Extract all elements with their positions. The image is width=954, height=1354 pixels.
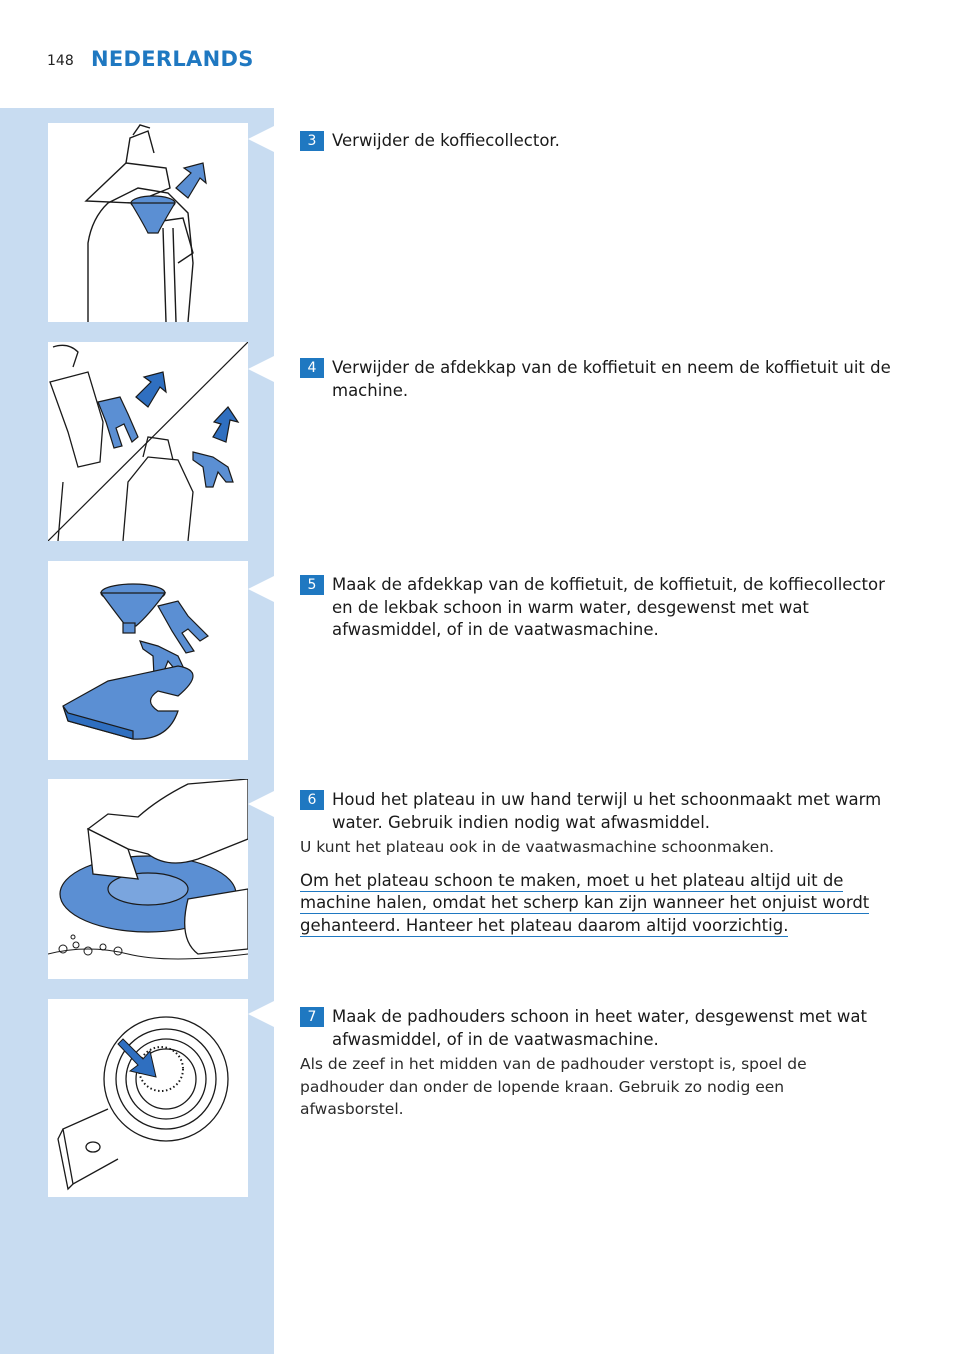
pad-holder-illustration	[48, 999, 248, 1197]
coffee-collector-removal-illustration	[48, 123, 248, 322]
warning-line: machine halen, omdat het scherp kan zijn wanneer het onjuist wordt	[300, 893, 870, 912]
step-number-badge: 3	[300, 131, 324, 151]
figure-pointer	[248, 576, 274, 602]
step-number-badge: 6	[300, 790, 324, 810]
figure-pointer	[248, 1001, 274, 1027]
step-instruction: Verwijder de koffiecollector.	[332, 131, 560, 150]
step-number-badge: 7	[300, 1007, 324, 1027]
parts-overview-illustration	[48, 561, 248, 760]
step-number-badge: 4	[300, 358, 324, 378]
step-note: U kunt het plateau ook in de vaatwasmachine schoonmaken.	[300, 838, 775, 856]
step-instruction: Verwijder de afdekkap van de koffietuit en neem de koffietuit uit de machine.	[332, 358, 891, 400]
step-instruction: Houd het plateau in uw hand terwijl u het schoonmaakt met warm water. Gebruik indien nodig wat afwasmiddel.	[332, 790, 882, 832]
page-number: 148	[47, 53, 74, 69]
warning-line: Om het plateau schoon te maken, moet u het plateau altijd uit de	[300, 870, 844, 890]
spout-removal-illustration	[48, 342, 248, 541]
step-5	[300, 574, 910, 642]
plateau-cleaning-illustration	[48, 779, 248, 979]
figure-pointer	[248, 126, 274, 152]
step-4	[300, 357, 910, 402]
step-3	[300, 130, 910, 153]
step-number-badge: 5	[300, 575, 324, 595]
figure-pointer	[248, 791, 274, 817]
warning-text	[300, 870, 878, 938]
language-title: NEDERLANDS	[91, 47, 254, 71]
step-7	[300, 1006, 910, 1121]
warning-line: gehanteerd. Hanteer het plateau daarom altijd voorzichtig.	[300, 915, 789, 935]
step-note: Als de zeef in het midden van de padhouder verstopt is, spoel de padhouder dan onder de lopende kraan. Gebruik zo nodig een afwasborstel.	[300, 1055, 807, 1118]
step-6	[300, 789, 910, 937]
figure-pointer	[248, 356, 274, 382]
step-instruction: Maak de padhouders schoon in heet water, desgewenst met wat afwasmiddel, of in de vaatwasmachine.	[332, 1007, 868, 1049]
step-instruction: Maak de afdekkap van de koffietuit, de koffietuit, de koffiecollector en de lekbak schoon in warm water, desgewenst met wat afwasmiddel, of in de vaatwasmachine.	[332, 575, 885, 639]
